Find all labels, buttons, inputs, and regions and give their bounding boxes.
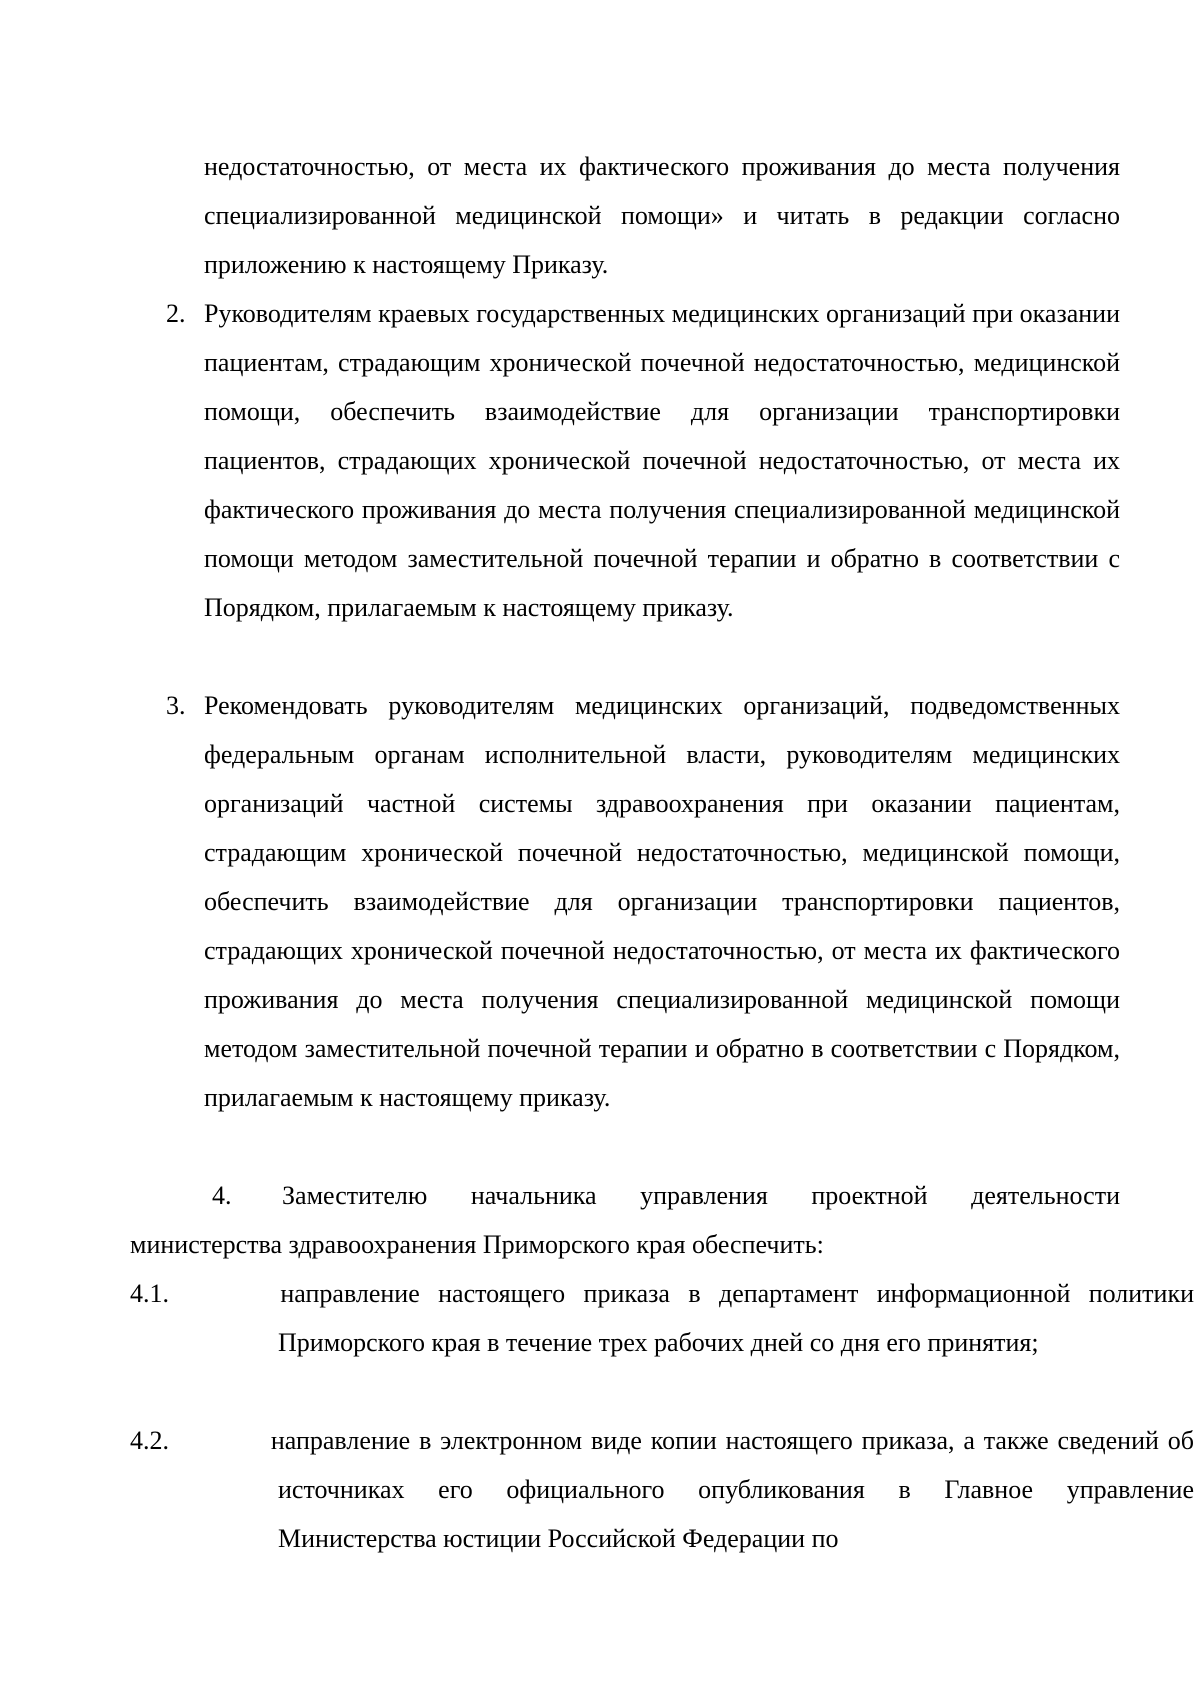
list-item-text: Рекомендовать руководителям медицинских организаций, подведомственных федеральным органам исполнительной власти, руководителям медицинских организаций частной системы здравоохранения при оказании пациентам, страдающим хронической почечной недостаточностью, медицинской помощи, обеспечить взаимодействие для организации транспортировки пациентов, страдающих хронической почечной недостаточностью, от места их фактического проживания до места получения специализированной медицинской помощи методом заместительной почечной терапии и обратно в соответствии с Порядком, прилагаемым к настоящему приказу. — [204, 691, 1120, 1112]
sub-item-text: направление настоящего приказа в департамент информационной политики Приморского края в течение трех рабочих дней со дня его принятия; — [278, 1279, 1195, 1357]
sub-item-number: 4.2. — [130, 1426, 169, 1455]
list-item-2 — [166, 289, 1120, 632]
sub-item-4-2 — [130, 1416, 1194, 1563]
list-item-number: 2. — [166, 299, 186, 328]
list-item-text: Руководителям краевых государственных медицинских организаций при оказании пациентам, страдающим хронической почечной недостаточностью, медицинской помощи, обеспечить взаимодействие для организации транспортировки пациентов, страдающих хронической почечной недостаточностью, от места их фактического проживания до места получения специализированной медицинской помощи методом заместительной почечной терапии и обратно в соответствии с Порядком, прилагаемым к настоящему приказу. — [204, 299, 1120, 622]
list-item-4 — [130, 1171, 1120, 1269]
list-item-3 — [166, 681, 1120, 1122]
list-item-number: 3. — [166, 691, 186, 720]
sub-item-4-1 — [130, 1269, 1195, 1367]
sub-item-text: направление в электронном виде копии настоящего приказа, а также сведений об источниках его официального опубликования в Главное управление Министерства юстиции Российской Федерации по — [270, 1426, 1194, 1553]
paragraph-continuation: недостаточностью, от места их фактического проживания до места получения специализированной медицинской помощи» и читать в редакции согласно приложению к настоящему Приказу. — [204, 152, 1120, 279]
sub-item-number: 4.1. — [130, 1279, 169, 1308]
list-item-text: Заместителю начальника управления проектной деятельности министерства здравоохранения Приморского края обеспечить: — [130, 1181, 1120, 1259]
list-item-number: 4. — [212, 1181, 232, 1210]
